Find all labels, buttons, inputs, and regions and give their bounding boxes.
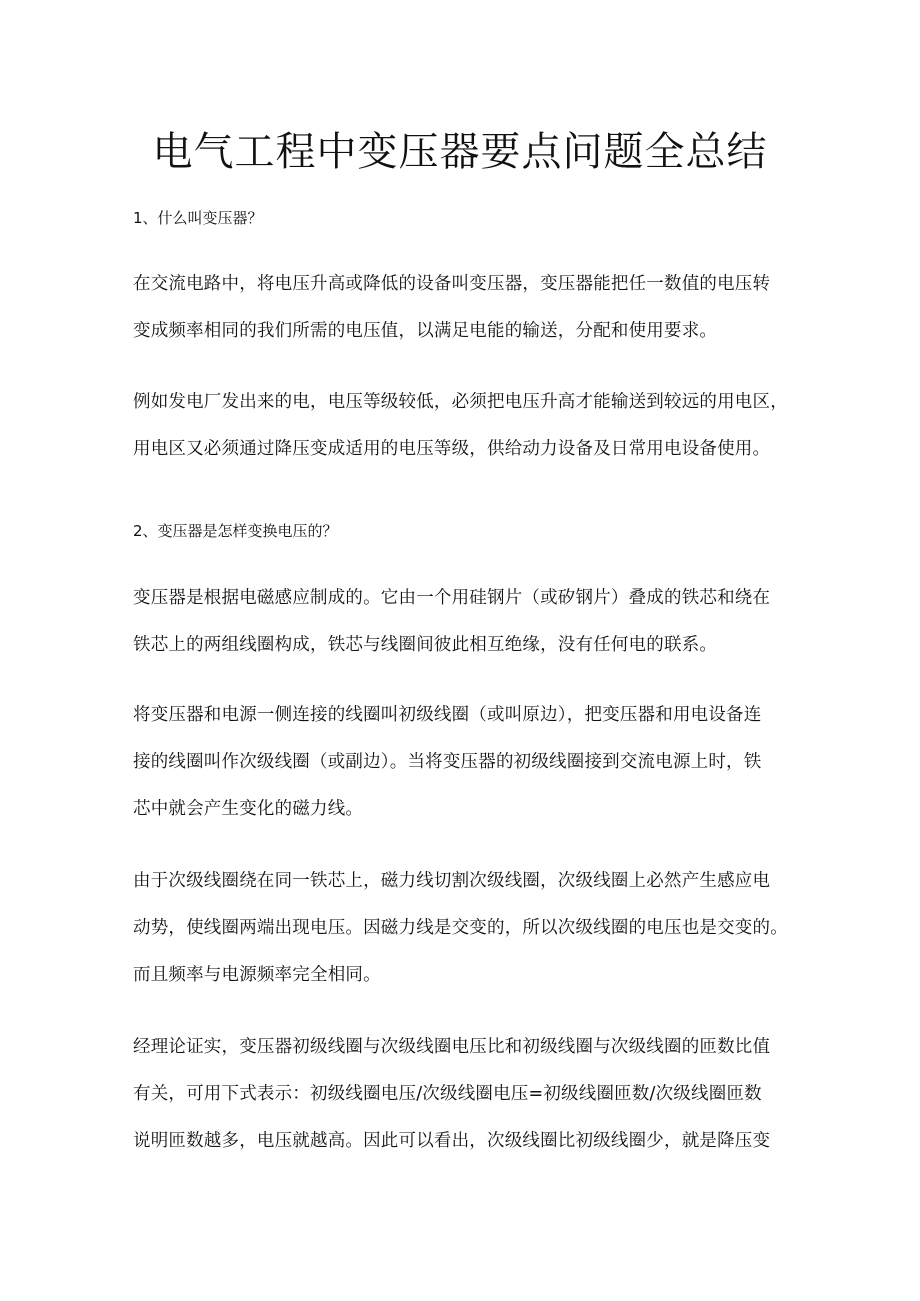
paragraph-line: 变成频率相同的我们所需的电压值，以满足电能的输送，分配和使用要求。 xyxy=(133,321,718,341)
paragraph-line: 有关，可用下式表示：初级线圈电压/次级线圈电压=初级线圈匝数/次级线圈匝数 xyxy=(133,1084,762,1104)
paragraph-line: 动势，使线圈两端出现电压。因磁力线是交变的，所以次级线圈的电压也是交变的。 xyxy=(133,918,788,938)
paragraph-line: 在交流电路中，将电压升高或降低的设备叫变压器，变压器能把任一数值的电压转 xyxy=(133,274,771,294)
paragraph-line: 经理论证实，变压器初级线圈与次级线圈电压比和初级线圈与次级线圈的匝数比值 xyxy=(133,1037,771,1057)
paragraph-line: 芯中就会产生变化的磁力线。 xyxy=(133,799,364,819)
section-heading-2: 2、变压器是怎样变换电压的？ xyxy=(133,522,338,540)
paragraph-line: 由于次级线圈绕在同一铁芯上，磁力线切割次级线圈，次级线圈上必然产生感应电 xyxy=(133,871,771,891)
paragraph-line: 说明匝数越多，电压就越高。因此可以看出，次级线圈比初级线圈少，就是降压变 xyxy=(133,1131,771,1151)
paragraph-q2-4 xyxy=(133,1024,813,1165)
paragraph-q2-1 xyxy=(133,575,813,669)
paragraph-line: 用电区又必须通过降压变成适用的电压等级，供给动力设备及日常用电设备使用。 xyxy=(133,439,771,459)
document-title: 电气工程中变压器要点问题全总结 xyxy=(152,129,768,175)
paragraph-q2-2 xyxy=(133,692,813,833)
paragraph-line: 而且频率与电源频率完全相同。 xyxy=(133,965,381,985)
paragraph-line: 铁芯上的两组线圈构成，铁芯与线圈间彼此相互绝缘，没有任何电的联系。 xyxy=(133,635,718,655)
paragraph-q2-3 xyxy=(133,858,813,999)
paragraph-q1-2 xyxy=(133,379,813,473)
paragraph-line: 例如发电厂发出来的电，电压等级较低，必须把电压升高才能输送到较远的用电区， xyxy=(133,392,788,412)
paragraph-q1-1 xyxy=(133,261,813,355)
paragraph-line: 变压器是根据电磁感应制成的。它由一个用硅钢片（或矽钢片）叠成的铁芯和绕在 xyxy=(133,588,771,608)
section-heading-1: 1、什么叫变压器？ xyxy=(133,209,263,227)
paragraph-line: 接的线圈叫作次级线圈（或副边）。当将变压器的初级线圈接到交流电源上时，铁 xyxy=(133,752,762,772)
paragraph-line: 将变压器和电源一侧连接的线圈叫初级线圈（或叫原边），把变压器和用电设备连 xyxy=(133,705,762,725)
